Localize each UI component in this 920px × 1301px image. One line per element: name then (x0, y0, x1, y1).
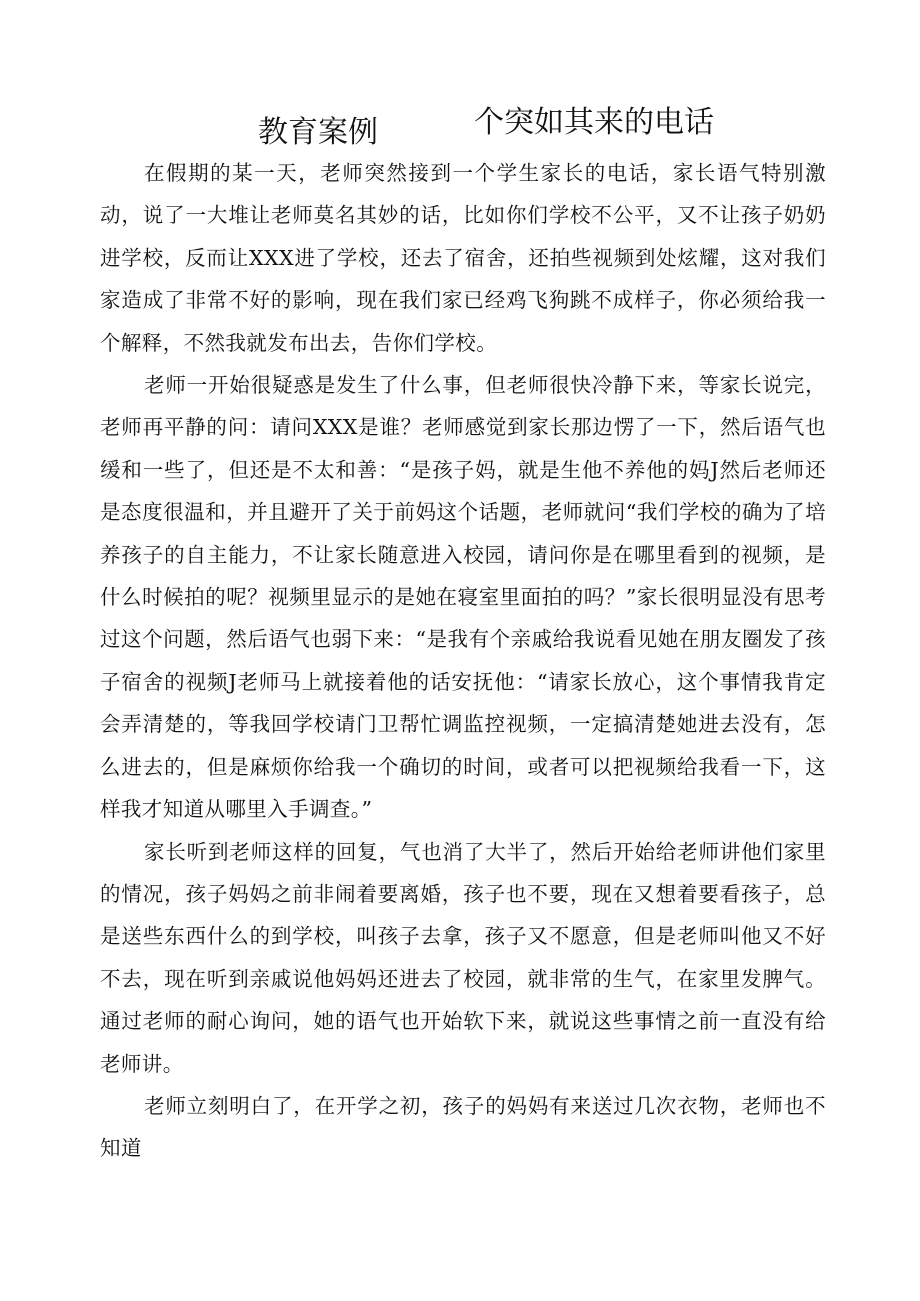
paragraph-1: 在假期的某一天，老师突然接到一个学生家长的电话，家长语气特别激动，说了一大堆让老师莫名其妙的话，比如你们学校不公平，又不让孩子奶奶进学校，反而让XXX进了学校，还去了宿舍，还拍些视频到处炫耀，这对我们家造成了非常不好的影响，现在我们家已经鸡飞狗跳不成样子，你必须给我一个解释，不然我就发布出去，告你们学校。 (100, 161, 826, 355)
title-right-text: 个突如其来的电话 (474, 105, 714, 140)
paragraph-2: 老师一开始很疑惑是发生了什么事，但老师很快冷静下来，等家长说完，老师再平静的问：请问XXX是谁？老师感觉到家长那边愣了一下，然后语气也缓和一些了，但还是不太和善：“是孩子妈，就是生他不养他的妈J然后老师还是态度很温和，并且避开了关于前妈这个话题，老师就问“我们学校的确为了培养孩子的自主能力，不让家长随意进入校园，请问你是在哪里看到的视频，是什么时候拍的呢？视频里显示的是她在寝室里面拍的吗？”家长很明显没有思考过这个问题，然后语气也弱下来：“是我有个亲戚给我说看见她在朋友圈发了孩子宿舍的视频J老师马上就接着他的话安抚他：“请家长放心，这个事情我肯定会弄清楚的，等我回学校请门卫帮忙调监控视频，一定搞清楚她进去没有，怎么进去的，但是麻烦你给我一个确切的时间，或者可以把视频给我看一下，这样我才知道从哪里入手调查。” (100, 373, 826, 822)
document-body (100, 152, 826, 1170)
document-title (0, 103, 920, 153)
paragraph-3: 家长听到老师这样的回复，气也消了大半了，然后开始给老师讲他们家里的情况，孩子妈妈之前非闹着要离婚，孩子也不要，现在又想着要看孩子，总是送些东西什么的到学校，叫孩子去拿，孩子又不愿意，但是老师叫他又不好不去，现在听到亲戚说他妈妈还进去了校园，就非常的生气，在家里发脾气。通过老师的耐心询问，她的语气也开始软下来，就说这些事情之前一直没有给老师讲。 (100, 839, 826, 1076)
title-left-text: 教育案例 (258, 115, 378, 150)
paragraph-4: 老师立刻明白了，在开学之初，孩子的妈妈有来送过几次衣物，老师也不知道 (100, 1093, 826, 1161)
